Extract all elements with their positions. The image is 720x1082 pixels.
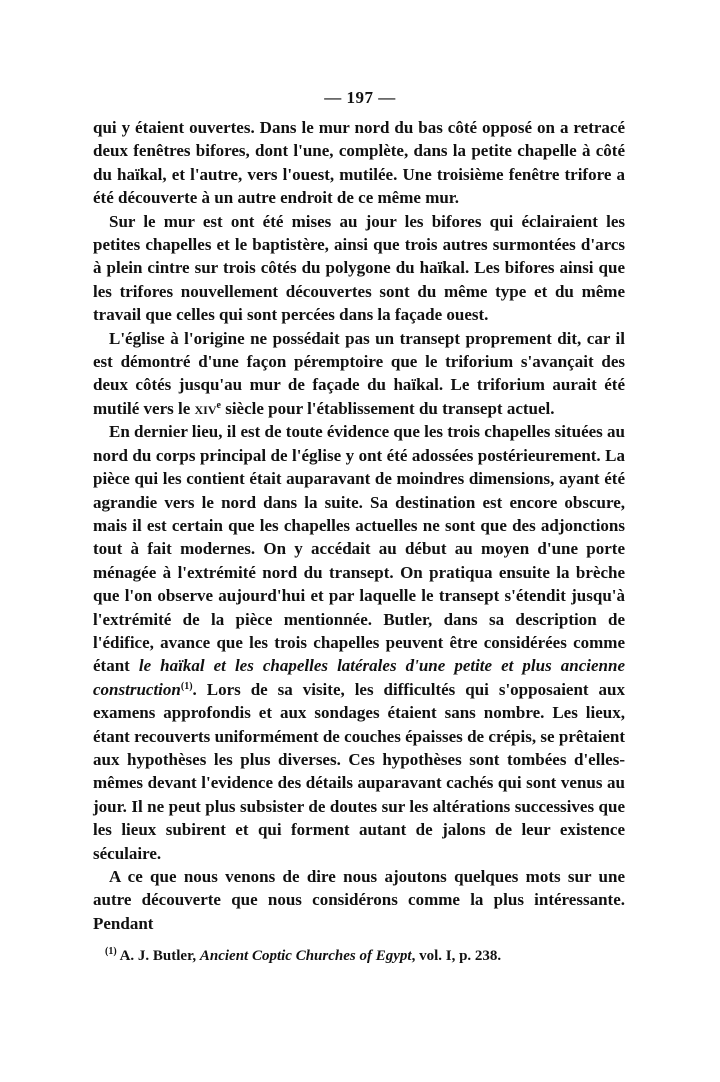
quoted-italic-phrase: le haïkal et les chapelles latérales d'une petite et plus ancienne construction (93, 656, 625, 699)
footnote-reference[interactable]: (1) (180, 680, 193, 692)
paragraph-3-text-after: siècle pour l'établissement du transept actuel. (220, 398, 555, 418)
footnote-marker: (1) (105, 946, 117, 957)
footnote-citation-rest: , vol. I, p. 238. (411, 948, 502, 964)
body-text (93, 116, 625, 935)
paragraph-5: A ce que nous venons de dire nous ajoutons quelques mots sur une autre découverte que nous considérons comme la plus intéressante. Pendant (93, 867, 625, 933)
paragraph-4-text-after: . Lors de sa visite, les difficultés qui s'opposaient aux examens approfondis et aux sondages étaient sans nombre. Les lieux, étant recouverts uniformément de couches épaisses de crépis, se prêtaient aux hypothèses les plus diverses. Ces hypothèses sont tombées d'elles-mêmes devant l'evidence des détails auparavant cachés qui sont venus au jour. Il ne peut plus subsister de doutes sur les altérations successives que les lieux subirent et qui forment autant de jalons de leur existence séculaire. (93, 679, 625, 863)
paragraph-1: qui y étaient ouvertes. Dans le mur nord du bas côté opposé on a retracé deux fenêtres bifores, dont l'une, complète, dans la petite chapelle à côté du haïkal, et l'autre, vers l'ouest, mutilée. Une troisième fenêtre trifore a été découverte à un autre endroit de ce même mur. (93, 118, 625, 208)
page-number: — 197 — (324, 88, 396, 107)
century-numeral: xiv (194, 398, 217, 418)
paragraph-3-text-before: L'église à l'origine ne possédait pas un transept proprement dit, car il est démontré d'une façon péremptoire que le triforium s'avançait des deux côtés jusqu'au mur de façade du haïkal. Le triforium aurait été mutilé vers le (93, 328, 625, 418)
century-superscript: e (216, 399, 221, 411)
paragraph-2: Sur le mur est ont été mises au jour les bifores qui éclairaient les petites chapelles et le baptistère, ainsi que trois autres surmontées d'arcs à plein cintre sur trois côtés du polygone du haïkal. Les bifores ainsi que les trifores nouvellement découvertes sont du même type et du même travail que celles qui sont percées dans la façade ouest. (93, 211, 625, 325)
footnote-author: A. J. Butler, (116, 948, 200, 964)
footnote (105, 946, 625, 966)
footnote-book-title: Ancient Coptic Churches of Egypt (199, 948, 412, 964)
paragraph-4-text-before: En dernier lieu, il est de toute évidence que les trois chapelles situées au nord du corps principal de l'église y ont été adossées postérieurement. La pièce qui les contient était auparavant de moindres dimensions, ayant été agrandie vers le nord dans la suite. Sa destination est encore obscure, mais il est certain que les chapelles actuelles ne sont que des adjonctions tout à fait modernes. On y accédait au début au moyen d'une porte ménagée à l'extrémité nord du transept. On pratiqua ensuite la brèche que l'on observe aujourd'hui et par laquelle le transept s'étendit jusqu'à l'extrémité de la pièce mentionnée. Butler, dans sa description de l'édifice, avance que les trois chapelles peuvent être considérées comme étant (93, 422, 625, 676)
paragraph-4 (93, 420, 625, 865)
paragraph-3 (93, 327, 625, 421)
